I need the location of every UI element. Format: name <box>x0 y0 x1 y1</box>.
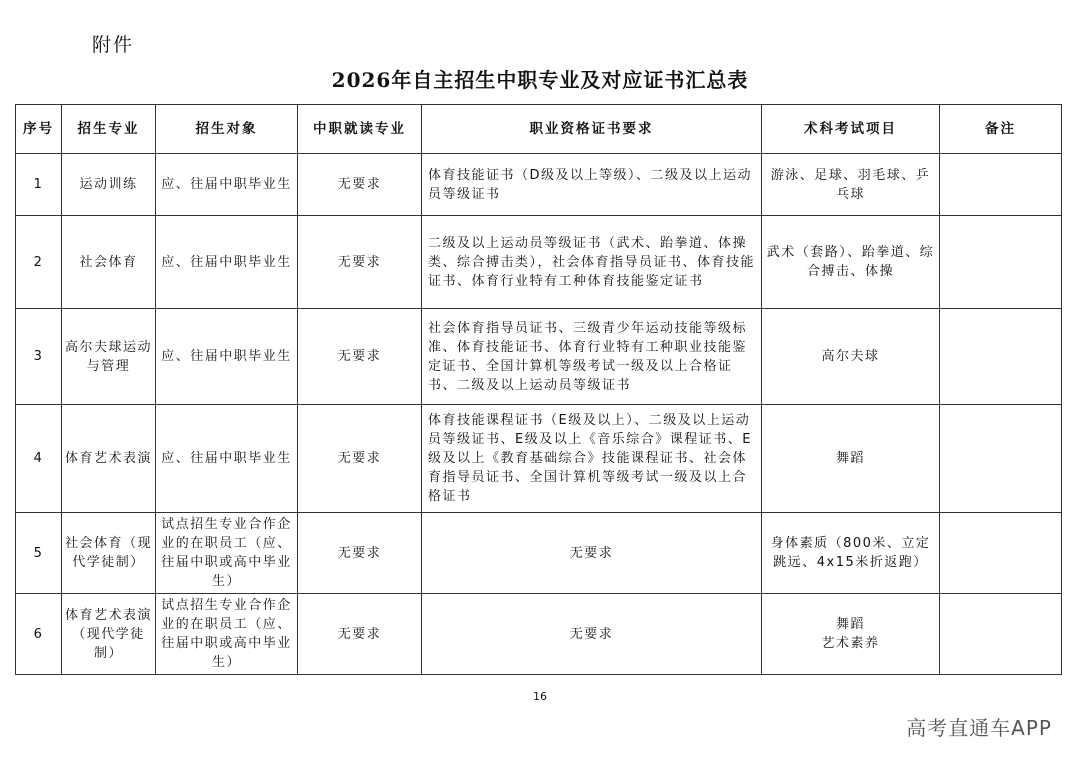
table-row <box>16 405 1062 513</box>
watermark: 高考直通车APP <box>906 716 1052 740</box>
cell-remarks <box>940 513 1062 594</box>
cell-remarks <box>940 594 1062 675</box>
cell-remarks <box>940 216 1062 309</box>
header-certificates: 职业资格证书要求 <box>422 105 762 154</box>
table-row <box>16 594 1062 675</box>
cell-major: 运动训练 <box>62 154 156 216</box>
cell-skill-test: 高尔夫球 <box>762 309 940 405</box>
cell-certificates: 社会体育指导员证书、三级青少年运动技能等级标准、体育技能证书、体育行业特有工种职业技能鉴定证书、全国计算机等级考试一级及以上合格证书、二级及以上运动员等级证书 <box>422 309 762 405</box>
table-row <box>16 216 1062 309</box>
cell-certificates: 体育技能课程证书（E级及以上）、二级及以上运动员等级证书、E级及以上《音乐综合》课程证书、E级及以上《教育基础综合》技能课程证书、社会体育指导员证书、全国计算机等级考试一级及以上合格证书 <box>422 405 762 513</box>
header-remarks: 备注 <box>940 105 1062 154</box>
cell-certificates: 无要求 <box>422 513 762 594</box>
cell-prior-major: 无要求 <box>298 216 422 309</box>
cell-prior-major: 无要求 <box>298 309 422 405</box>
cell-remarks <box>940 154 1062 216</box>
cell-index: 4 <box>16 405 62 513</box>
header-skill-test: 术科考试项目 <box>762 105 940 154</box>
header-index: 序号 <box>16 105 62 154</box>
cell-major: 社会体育 <box>62 216 156 309</box>
cell-target: 应、往届中职毕业生 <box>156 154 298 216</box>
header-major: 招生专业 <box>62 105 156 154</box>
cell-target: 应、往届中职毕业生 <box>156 309 298 405</box>
page-number: 16 <box>533 690 547 703</box>
cell-skill-test: 武术（套路）、跆拳道、综合搏击、体操 <box>762 216 940 309</box>
header-target: 招生对象 <box>156 105 298 154</box>
cell-index: 1 <box>16 154 62 216</box>
cell-index: 2 <box>16 216 62 309</box>
cell-certificates: 体育技能证书（D级及以上等级）、二级及以上运动员等级证书 <box>422 154 762 216</box>
document-title: 2026年自主招生中职专业及对应证书汇总表 <box>331 68 749 92</box>
table-row <box>16 309 1062 405</box>
cell-certificates: 无要求 <box>422 594 762 675</box>
cell-skill-test: 舞蹈 艺术素养 <box>762 594 940 675</box>
cell-skill-test: 身体素质（800米、立定跳远、4x15米折返跑） <box>762 513 940 594</box>
cell-target: 应、往届中职毕业生 <box>156 405 298 513</box>
table-row <box>16 513 1062 594</box>
cell-index: 3 <box>16 309 62 405</box>
table-header-row <box>16 105 1062 154</box>
cell-major: 高尔夫球运动与管理 <box>62 309 156 405</box>
cell-target: 试点招生专业合作企业的在职员工（应、往届中职或高中毕业生） <box>156 513 298 594</box>
cell-prior-major: 无要求 <box>298 405 422 513</box>
cell-major: 社会体育（现代学徒制） <box>62 513 156 594</box>
table-row <box>16 154 1062 216</box>
cell-skill-test: 游泳、足球、羽毛球、乒乓球 <box>762 154 940 216</box>
cell-major: 体育艺术表演（现代学徒制） <box>62 594 156 675</box>
summary-table <box>15 104 1062 675</box>
cell-skill-test: 舞蹈 <box>762 405 940 513</box>
cell-index: 5 <box>16 513 62 594</box>
cell-prior-major: 无要求 <box>298 594 422 675</box>
cell-target: 试点招生专业合作企业的在职员工（应、往届中职或高中毕业生） <box>156 594 298 675</box>
cell-index: 6 <box>16 594 62 675</box>
header-prior-major: 中职就读专业 <box>298 105 422 154</box>
cell-remarks <box>940 405 1062 513</box>
cell-certificates: 二级及以上运动员等级证书（武术、跆拳道、体操类、综合搏击类），社会体育指导员证书、体育技能证书、体育行业特有工种体育技能鉴定证书 <box>422 216 762 309</box>
cell-prior-major: 无要求 <box>298 154 422 216</box>
attachment-label: 附件 <box>92 34 135 56</box>
cell-prior-major: 无要求 <box>298 513 422 594</box>
cell-major: 体育艺术表演 <box>62 405 156 513</box>
cell-remarks <box>940 309 1062 405</box>
cell-target: 应、往届中职毕业生 <box>156 216 298 309</box>
